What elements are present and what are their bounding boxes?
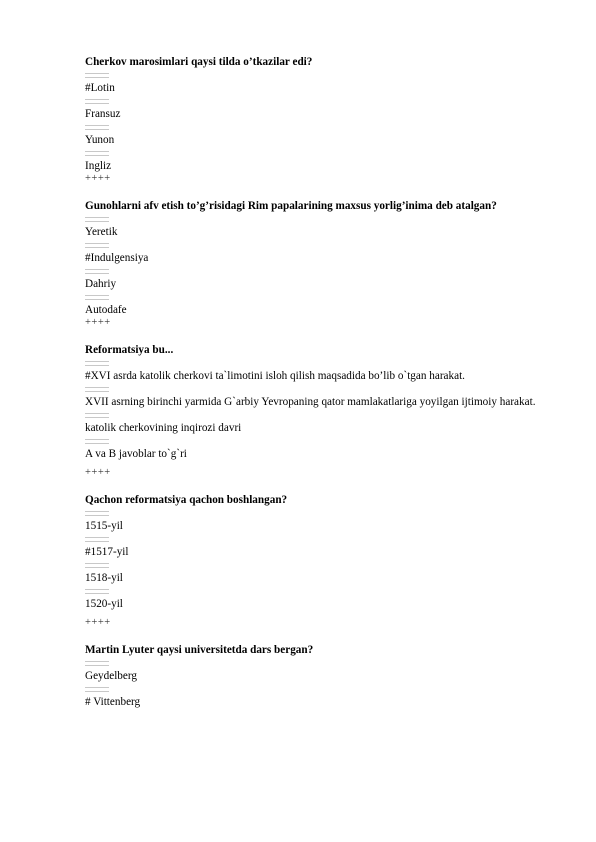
end-marker: ++++ — [85, 467, 111, 478]
question-text: Reformatsiya bu... — [85, 344, 174, 356]
end-marker: ++++ — [85, 173, 111, 184]
question-text: Qachon reformatsiya qachon boshlangan? — [85, 494, 288, 506]
separator-mark — [85, 687, 109, 692]
answer-option: Geydelberg — [85, 670, 137, 682]
end-marker: ++++ — [85, 617, 111, 628]
answer-option: Dahriy — [85, 278, 117, 290]
question-block-4 — [85, 493, 545, 629]
separator-mark — [85, 511, 109, 516]
answer-option: katolik cherkovining inqirozi davri — [85, 422, 242, 434]
separator-mark — [85, 269, 109, 274]
end-marker: ++++ — [85, 317, 111, 328]
question-block-5 — [85, 643, 545, 709]
question-text: Cherkov marosimlari qaysi tilda o’tkazilar edi? — [85, 56, 313, 68]
separator-mark — [85, 99, 109, 104]
question-block-1 — [85, 55, 545, 185]
separator-mark — [85, 217, 109, 222]
separator-mark — [85, 661, 109, 666]
document-page — [85, 55, 545, 723]
separator-mark — [85, 73, 109, 78]
question-block-2 — [85, 199, 545, 329]
answer-option: Yeretik — [85, 226, 118, 238]
answer-option: #Lotin — [85, 82, 115, 94]
separator-mark — [85, 413, 109, 418]
answer-option: 1520-yil — [85, 598, 123, 610]
question-block-3 — [85, 343, 545, 479]
separator-mark — [85, 563, 109, 568]
answer-option: 1515-yil — [85, 520, 123, 532]
separator-mark — [85, 295, 109, 300]
answer-option: Ingliz — [85, 160, 112, 172]
separator-mark — [85, 243, 109, 248]
answer-option: # Vittenberg — [85, 696, 141, 708]
answer-option: A va B javoblar to`g`ri — [85, 448, 187, 460]
answer-option: #Indulgensiya — [85, 252, 149, 264]
answer-option: XVII asrning birinchi yarmida G`arbiy Yevropaning qator mamlakatlariga yoyilgan ijtimoiy harakat. — [85, 396, 536, 408]
separator-mark — [85, 151, 109, 156]
answer-option: Fransuz — [85, 108, 121, 120]
answer-option: #XVI asrda katolik cherkovi ta`limotini isloh qilish maqsadida bo’lib o`tgan harakat. — [85, 370, 465, 382]
separator-mark — [85, 589, 109, 594]
question-text: Martin Lyuter qaysi universitetda dars bergan? — [85, 644, 314, 656]
separator-mark — [85, 387, 109, 392]
separator-mark — [85, 439, 109, 444]
separator-mark — [85, 361, 109, 366]
separator-mark — [85, 537, 109, 542]
answer-option: Autodafe — [85, 304, 127, 316]
answer-option: #1517-yil — [85, 546, 129, 558]
answer-option: Yunon — [85, 134, 115, 146]
answer-option: 1518-yil — [85, 572, 123, 584]
question-text: Gunohlarni afv etish to’g’risidagi Rim papalarining maxsus yorlig’inima deb atalgan? — [85, 200, 497, 212]
separator-mark — [85, 125, 109, 130]
